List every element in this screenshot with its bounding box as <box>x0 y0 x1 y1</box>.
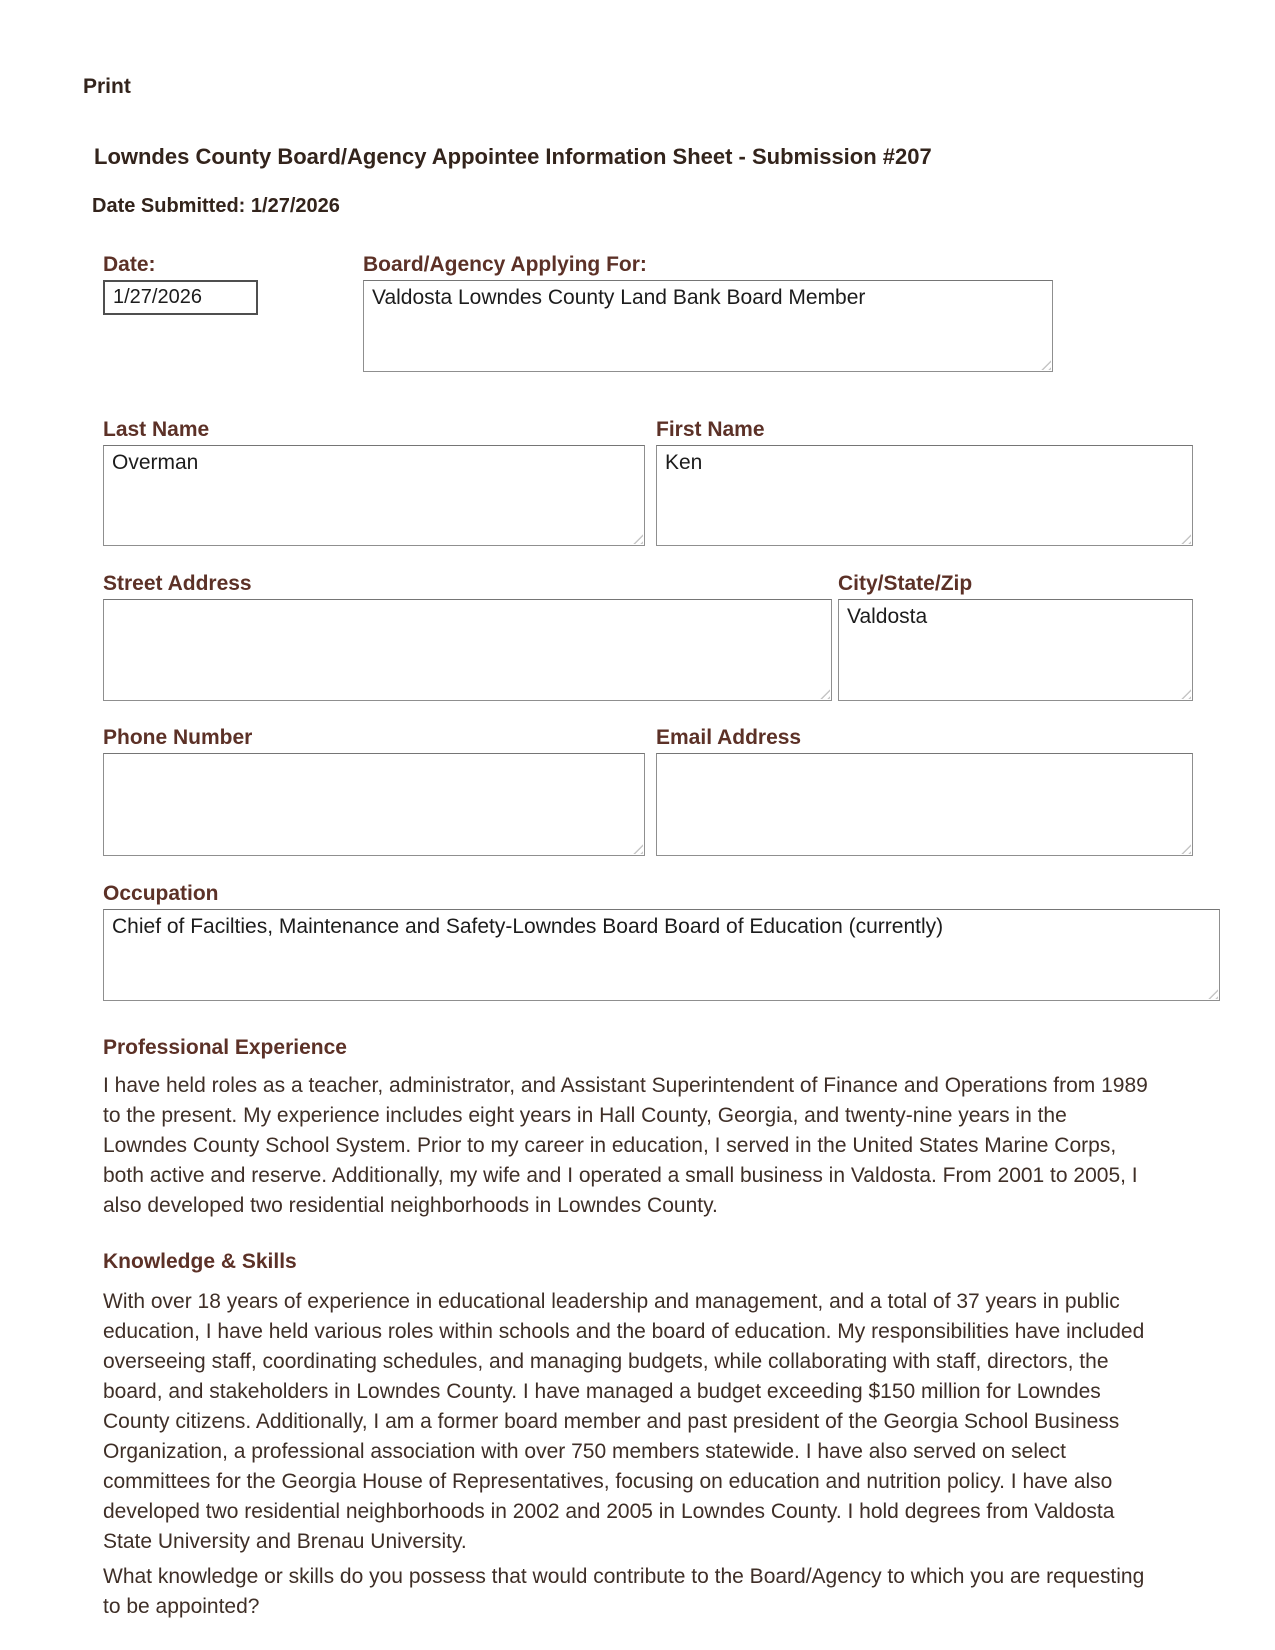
board-agency-field-group <box>363 254 1275 372</box>
row-occupation <box>103 883 1275 1001</box>
street-address-textarea[interactable] <box>103 599 832 701</box>
row-date-board <box>103 254 1275 372</box>
email-address-field-group <box>656 727 1193 856</box>
row-address <box>103 573 1275 701</box>
knowledge-skills-heading: Knowledge & Skills <box>103 1250 297 1273</box>
phone-number-field-group <box>103 727 645 856</box>
last-name-label: Last Name <box>103 418 210 441</box>
occupation-textarea[interactable] <box>103 909 1220 1001</box>
phone-number-textarea[interactable] <box>103 753 645 856</box>
email-address-textarea[interactable] <box>656 753 1193 856</box>
first-name-label: First Name <box>656 418 765 441</box>
print-button[interactable]: Print <box>83 75 131 98</box>
street-address-label: Street Address <box>103 572 252 595</box>
professional-experience-heading: Professional Experience <box>103 1036 347 1059</box>
last-name-field-group <box>103 419 645 546</box>
phone-number-label: Phone Number <box>103 726 253 749</box>
date-input[interactable] <box>103 280 258 315</box>
date-field-group <box>103 254 363 372</box>
row-name <box>103 419 1275 546</box>
last-name-textarea[interactable] <box>103 445 645 546</box>
occupation-label: Occupation <box>103 882 219 905</box>
date-submitted-text: Date Submitted: 1/27/2026 <box>92 195 340 217</box>
professional-experience-text: I have held roles as a teacher, administrator, and Assistant Superintendent of Finance and Operations from 1989 to the present. My experience includes eight years in Hall County, Georgia, and twenty-nine years in the Lowndes County School System. Prior to my career in education, I served in the United States Marine Corps, both active and reserve. Additionally, my wife and I operated a small business in Valdosta. From 2001 to 2005, I also developed two residential neighborhoods in Lowndes County. <box>103 1074 1148 1217</box>
date-label: Date: <box>103 253 156 276</box>
city-state-zip-textarea[interactable] <box>838 599 1193 701</box>
knowledge-skills-question: What knowledge or skills do you possess that would contribute to the Board/Agency to which you are requesting to be appointed? <box>103 1565 1145 1618</box>
knowledge-skills-text: With over 18 years of experience in educational leadership and management, and a total of 37 years in public education, I have held various roles within schools and the board of education. My responsibilities have included overseeing staff, coordinating schedules, and managing budgets, while collaborating with staff, directors, the board, and stakeholders in Lowndes County. I have managed a budget exceeding $150 million for Lowndes County citizens. Additionally, I am a former board member and past president of the Georgia School Business Organization, a professional association with over 750 members statewide. I have also served on select committees for the Georgia House of Representatives, focusing on education and nutrition policy. I have also developed two residential neighborhoods in 2002 and 2005 in Lowndes County. I hold degrees from Valdosta State University and Brenau University. <box>103 1290 1145 1553</box>
occupation-field-group <box>103 883 1220 1001</box>
city-state-zip-label: City/State/Zip <box>838 572 973 595</box>
email-address-label: Email Address <box>656 726 802 749</box>
street-address-field-group <box>103 573 832 701</box>
board-agency-textarea[interactable] <box>363 280 1053 372</box>
city-state-zip-field-group <box>838 573 1193 701</box>
first-name-textarea[interactable] <box>656 445 1193 546</box>
board-agency-label: Board/Agency Applying For: <box>363 253 647 276</box>
first-name-field-group <box>656 419 1193 546</box>
row-contact <box>103 727 1275 856</box>
page-title: Lowndes County Board/Agency Appointee Information Sheet - Submission #207 <box>94 144 932 169</box>
